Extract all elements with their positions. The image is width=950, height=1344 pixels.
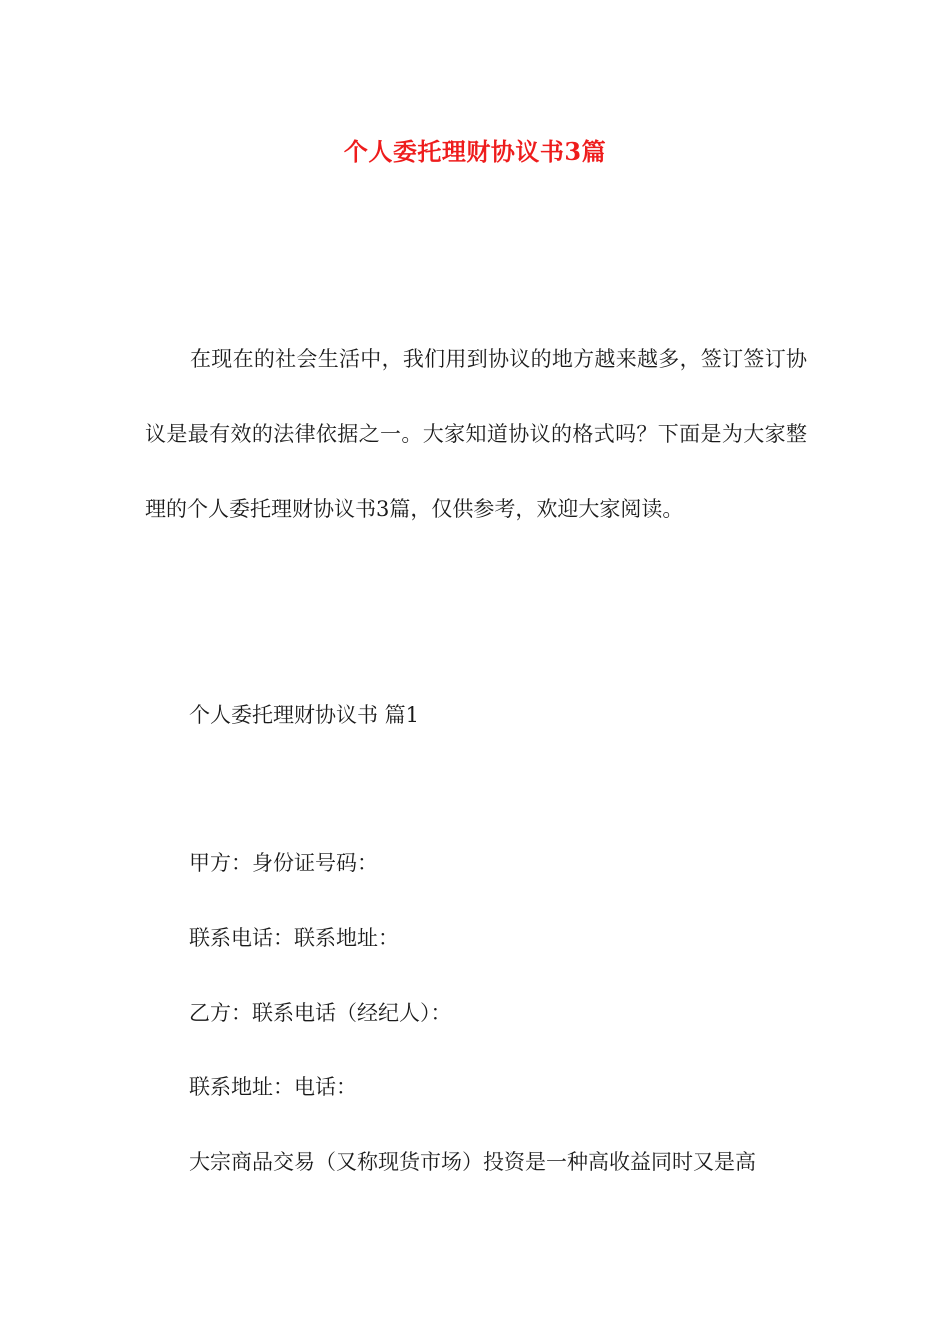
intro-paragraph: 在现在的社会生活中，我们用到协议的地方越来越多，签订签订协议是最有效的法律依据之一。大家知道协议的格式吗？下面是为大家整理的个人委托理财协议书3篇，仅供参考，欢迎大家阅读。 — [145, 347, 807, 521]
party-a-line: 甲方：身份证号码： — [189, 851, 378, 875]
section-heading: 个人委托理财协议书 篇1 — [189, 703, 420, 727]
party-a-contact-line: 联系电话：联系地址： — [189, 926, 399, 950]
party-b-line: 乙方：联系电话（经纪人）： — [189, 1001, 452, 1025]
party-b-contact-line: 联系地址：电话： — [189, 1075, 357, 1099]
document-title: 个人委托理财协议书3篇 — [343, 137, 607, 166]
body-paragraph-start: 大宗商品交易（又称现货市场）投资是一种高收益同时又是高 — [189, 1150, 756, 1174]
